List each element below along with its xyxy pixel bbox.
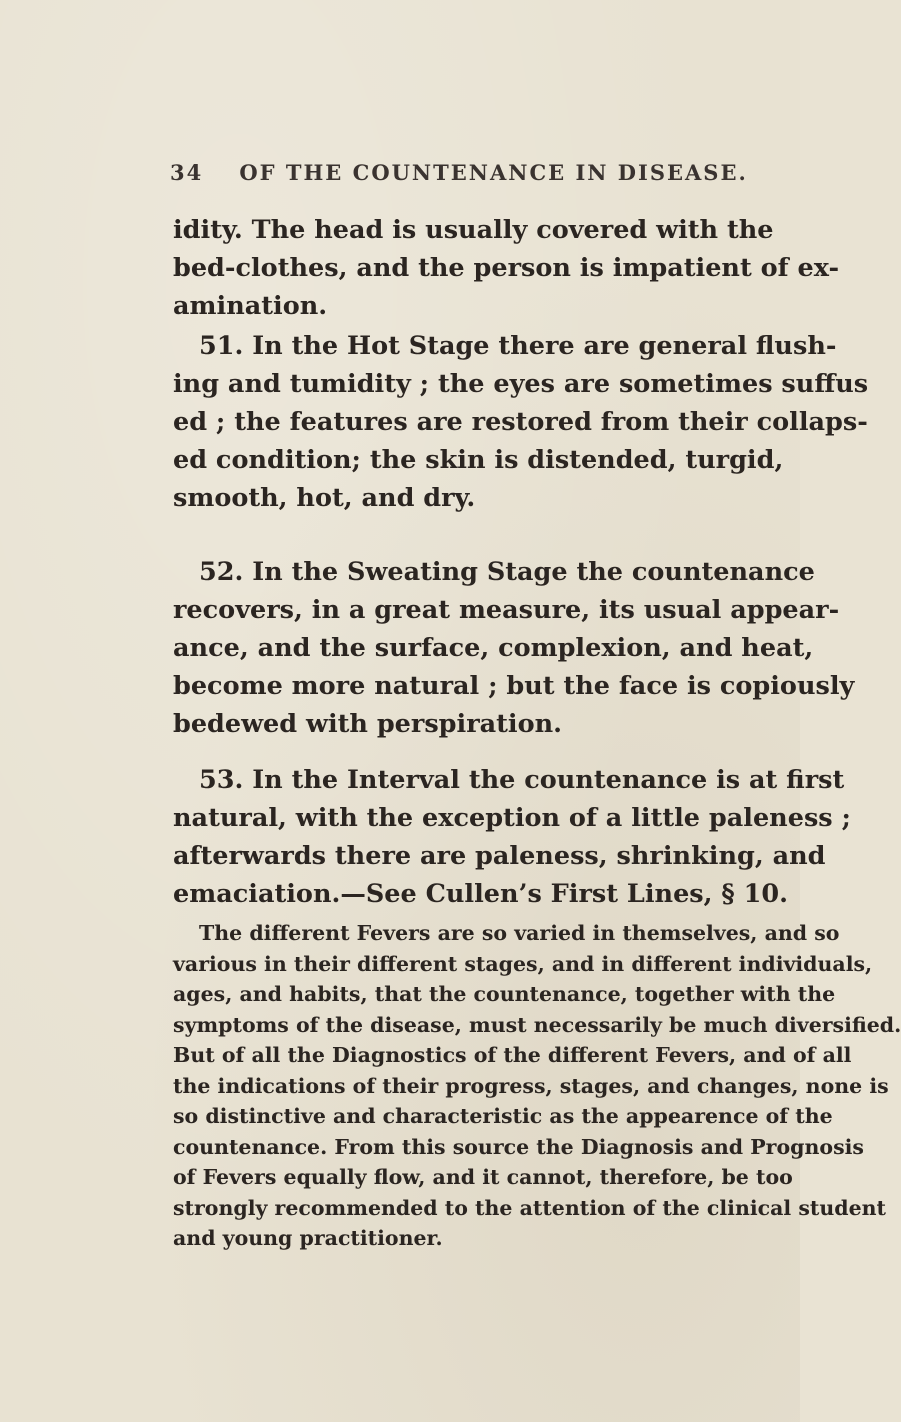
text-line: emaciation.—See Cullen’s First Lines, § 10. [173,879,788,909]
text-line: 52. In the Sweating Stage the countenance [199,557,815,587]
text-line: ing and tumidity ; the eyes are sometimes suffus [173,369,869,399]
text-line: bed-clothes, and the person is impatient of ex- [173,253,840,283]
paragraph-intro [173,211,840,325]
running-head-title: OF THE COUNTENANCE IN DISEASE. [239,160,748,185]
text-line: become more natural ; but the face is copiously [173,671,855,701]
text-line: of Fevers equally flow, and it cannot, therefore, be too [173,1165,793,1189]
text-line: ed ; the features are restored from their collaps- [173,407,868,437]
text-line: afterwards there are paleness, shrinking, and [173,841,826,871]
text-line: ed condition; the skin is distended, turgid, [173,445,784,475]
text-line: bedewed with perspiration. [173,709,563,739]
text-line: amination. [173,291,328,321]
paragraph-52 [173,553,855,743]
text-line: and young practitioner. [173,1226,443,1250]
text-line: strongly recommended to the attention of the clinical student [173,1195,886,1220]
text-line: natural, with the exception of a little paleness ; [173,803,851,833]
paragraph-51 [173,327,869,517]
text-line: various in their different stages, and in different individuals, [173,951,873,976]
paragraph-53 [173,761,851,913]
text-line: ages, and habits, that the countenance, together with the [173,982,836,1006]
text-line: idity. The head is usually covered with the [173,215,774,245]
text-line: 53. In the Interval the countenance is at first [199,765,845,795]
paragraph-closing [173,918,901,1254]
text-line: The different Fevers are so varied in themselves, and so [199,921,840,945]
text-line: ance, and the surface, complexion, and heat, [173,633,814,663]
text-line: 51. In the Hot Stage there are general flush- [199,331,837,361]
text-line: smooth, hot, and dry. [173,483,476,513]
page-number: 34 [170,160,204,185]
text-line: But of all the Diagnostics of the different Fevers, and of all [173,1043,852,1067]
text-line: symptoms of the disease, must necessarily be much diversified. [173,1012,901,1037]
text-line: so distinctive and characteristic as the appearence of the [173,1104,833,1128]
text-line: the indications of their progress, stages, and changes, none is [173,1073,889,1098]
text-line: recovers, in a great measure, its usual appear- [173,595,840,625]
text-line: countenance. From this source the Diagnosis and Prognosis [173,1134,864,1159]
running-head [170,160,790,185]
